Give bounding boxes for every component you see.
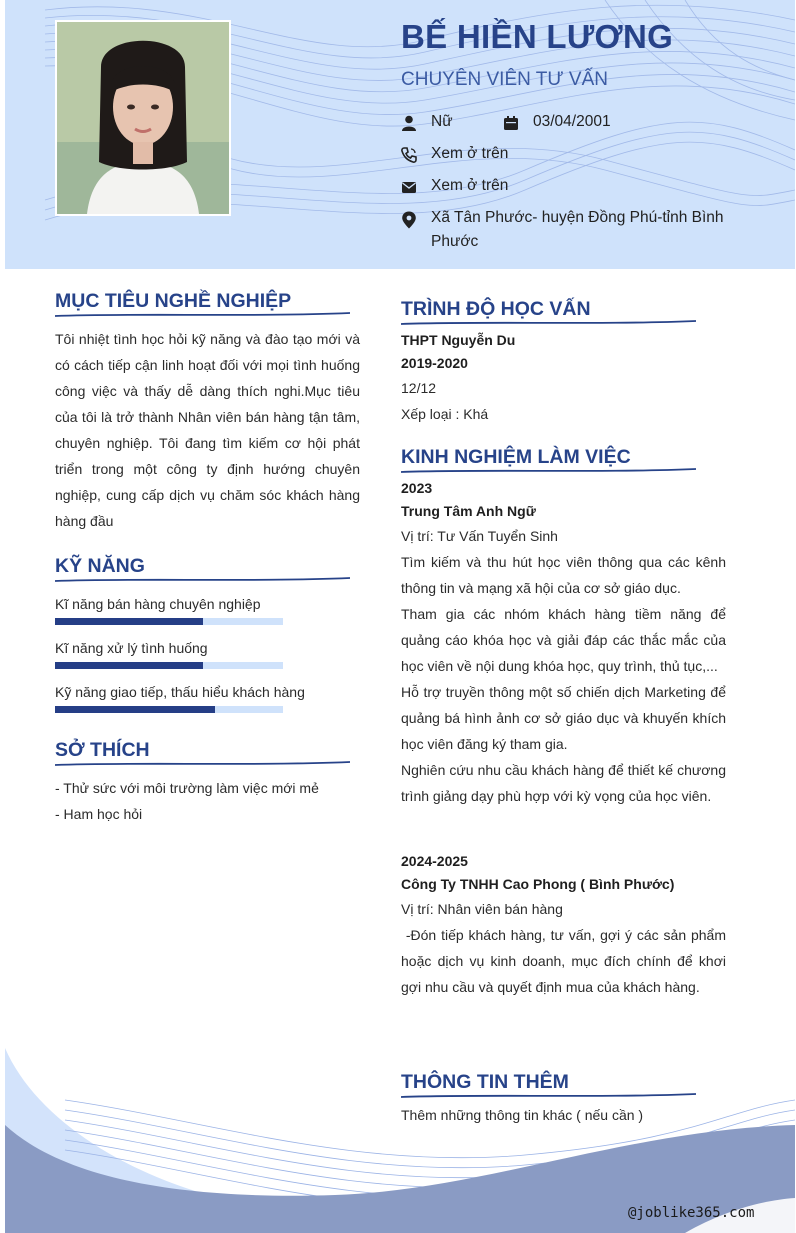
job-duty: Tham gia các nhóm khách hàng tiềm năng để quảng cáo khóa học và giải đáp các thắc mắc của học viên về nội dung khóa học, quy trình, thủ tục,...	[401, 606, 726, 674]
job-duty: -Đón tiếp khách hàng, tư vấn, gợi ý các sản phẩm hoặc dịch vụ kinh doanh, mục đích chính để khơi gợi nhu cầu và quyết định mua của khách hàng.	[401, 927, 730, 995]
objective-heading: MỤC TIÊU NGHỀ NGHIỆP	[55, 290, 292, 312]
watermark: @joblike365.com	[628, 1205, 755, 1221]
education-heading-underline	[401, 319, 696, 327]
job-position: Vị trí: Tư Vấn Tuyển Sinh	[401, 528, 558, 544]
cv-page	[5, 0, 795, 1233]
job-duty: Nghiên cứu nhu cầu khách hàng để thiết kế chương trình giảng dạy phù hợp với kỳ vọng của học viên.	[401, 762, 726, 804]
skill-bar-fill	[55, 662, 203, 669]
education-school: THPT Nguyễn Du	[401, 332, 516, 348]
job-duty: Tìm kiếm và thu hút học viên thông qua các kênh thông tin và mạng xã hội của cơ sở giáo dục.	[401, 554, 726, 596]
experience-heading: KINH NGHIỆM LÀM VIỆC	[401, 446, 631, 468]
address-row	[401, 210, 731, 254]
job-year: 2023	[401, 480, 433, 496]
calendar-icon	[503, 115, 519, 131]
user-icon	[401, 115, 417, 131]
job-company: Công Ty TNHH Cao Phong ( Bình Phước)	[401, 876, 675, 892]
candidate-job-title: CHUYÊN VIÊN TƯ VẤN	[401, 69, 608, 90]
skill-bar	[55, 706, 283, 713]
additional-text: Thêm những thông tin khác ( nếu cần )	[401, 1107, 644, 1123]
hobbies-heading: SỞ THÍCH	[55, 739, 150, 761]
email-row	[401, 178, 508, 198]
location-icon	[401, 211, 417, 227]
education-heading: TRÌNH ĐỘ HỌC VẤN	[401, 298, 591, 320]
birthdate-row	[503, 114, 611, 134]
objective-text: Tôi nhiệt tình học hỏi kỹ năng và đào tạo mới và có cách tiếp cận linh hoạt đối với mọi tình huống công việc và thấy dễ dàng thích nghi.Mục tiêu của tôi là trở thành Nhân viên bán hàng tận tâm, chuyên nghiệp. Tôi đang tìm kiếm cơ hội phát triển trong một công ty định hướng chuyên nghiệp, cung cấp dịch vụ chăm sóc khách hàng hàng đầu	[55, 331, 360, 529]
additional-heading: THÔNG TIN THÊM	[401, 1071, 569, 1093]
job-duty: Hỗ trợ truyền thông một số chiến dịch Marketing để quảng bá hình ảnh cơ sở giáo dục và khuyến khích học viên đăng ký tham gia.	[401, 684, 726, 752]
skill-label: Kĩ năng xử lý tình huống	[55, 640, 208, 656]
phone-icon	[401, 147, 417, 163]
hobbies-heading-underline	[55, 760, 350, 768]
job-year: 2024-2025	[401, 853, 468, 869]
hobby-item: - Ham học hỏi	[55, 806, 143, 822]
cv-header	[5, 0, 795, 269]
address-value: Xã Tân Phước- huyện Đồng Phú-tỉnh Bình Phước	[431, 209, 724, 250]
additional-heading-underline	[401, 1092, 696, 1100]
education-years: 2019-2020	[401, 355, 468, 371]
objective-heading-underline	[55, 311, 350, 319]
email-value: Xem ở trên	[431, 177, 509, 194]
skill-label: Kĩ năng bán hàng chuyên nghiệp	[55, 596, 261, 612]
skills-heading: KỸ NĂNG	[55, 555, 145, 577]
profile-photo	[55, 20, 231, 216]
gender-value: Nữ	[431, 113, 453, 130]
phone-value: Xem ở trên	[431, 145, 509, 162]
skill-bar-fill	[55, 618, 203, 625]
email-icon	[401, 179, 417, 195]
phone-row	[401, 146, 508, 166]
skill-bar	[55, 618, 283, 625]
skill-bar	[55, 662, 283, 669]
job-position: Vị trí: Nhân viên bán hàng	[401, 901, 563, 917]
hobby-item: - Thử sức với môi trường làm việc mới mẻ	[55, 780, 319, 796]
gender-row	[401, 114, 453, 134]
education-grade: 12/12	[401, 380, 437, 396]
experience-heading-underline	[401, 467, 696, 475]
job-company: Trung Tâm Anh Ngữ	[401, 503, 536, 519]
education-rank: Xếp loại : Khá	[401, 406, 489, 422]
birthdate-value: 03/04/2001	[533, 113, 611, 130]
skill-bar-fill	[55, 706, 215, 713]
candidate-name: BẾ HIỀN LƯƠNG	[401, 18, 674, 55]
skills-heading-underline	[55, 576, 350, 584]
skill-label: Kỹ năng giao tiếp, thấu hiểu khách hàng	[55, 684, 305, 700]
